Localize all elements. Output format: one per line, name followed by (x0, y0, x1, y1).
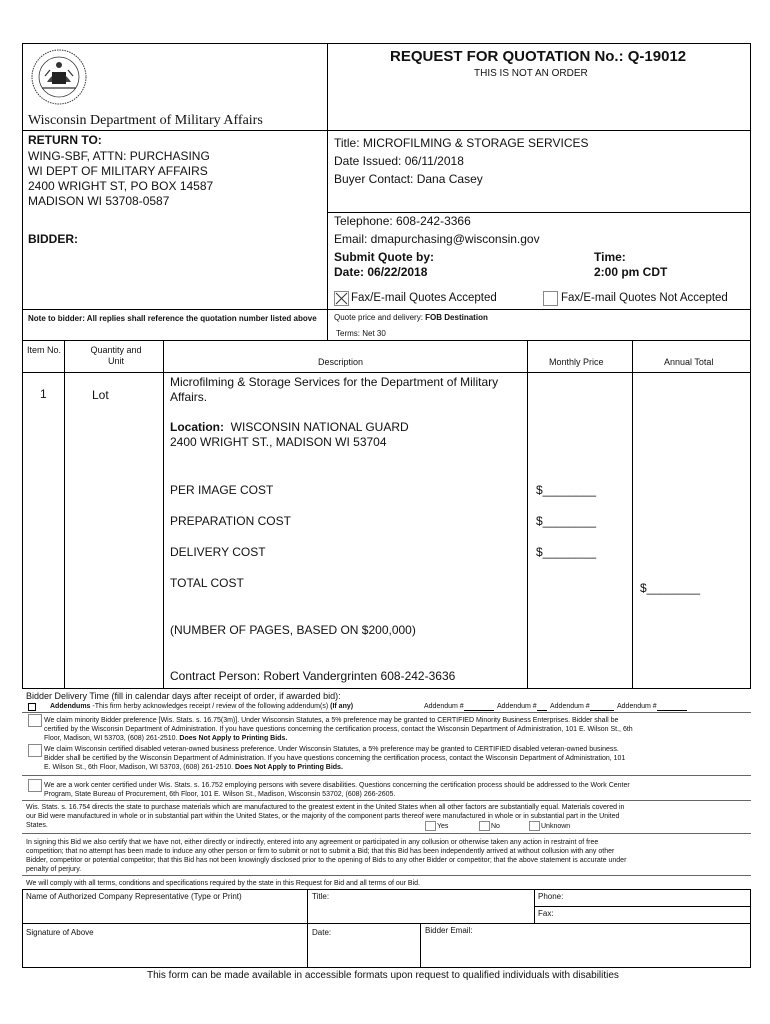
return-to-line: 2400 WRIGHT ST, PO BOX 14587 (28, 179, 214, 193)
not-an-order: THIS IS NOT AN ORDER (474, 68, 588, 79)
return-to-line: MADISON WI 53708-0587 (28, 194, 170, 208)
page-title: REQUEST FOR QUOTATION No.: Q-19012 (390, 48, 687, 65)
signing-text: In signing this Bid we also certify that we have not, either directly or indirectly, entered into any agreement or participated in any collusion or otherwise taken any action in restraint of free (26, 839, 599, 846)
bidder-label: BIDDER: (28, 232, 78, 246)
veteran-text: We claim Wisconsin certified disabled veteran-owned business preference. Under Wisconsin Statutes, a 5% preference may be granted to CERTIFIED disabled veteran-owned business. (44, 746, 619, 753)
contract-person: Contract Person: Robert Vandergrinten 608-242-3636 (170, 669, 456, 683)
addendum-field[interactable]: Addendum # (424, 703, 464, 710)
date-issued: Date Issued: 06/11/2018 (334, 154, 464, 168)
location-value: WISCONSIN NATIONAL GUARD (230, 420, 409, 434)
veteran-note: Does Not Apply to Printing Bids. (235, 764, 343, 771)
stats-text: our Bid were manufactured in whole or in substantial part within the United States, or the majority of the component parts thereof were manufactured in whole or in substantial part in the United (26, 813, 620, 820)
return-to-label: RETURN TO: (28, 133, 102, 147)
time-value: 2:00 pm CDT (594, 265, 668, 279)
unknown-label: Unknown (541, 823, 571, 830)
veteran-text (44, 763, 343, 772)
location-label: Location: (170, 420, 224, 434)
desc-line: Microfilming & Storage Services for the Department of Military (170, 375, 499, 389)
addendum-field[interactable]: Addendum # (550, 703, 590, 710)
signing-text: Bidder, competitor or potential competitor; that this Bid has not been knowingly disclosed prior to the opening of Bids to any other Bidder or competitor; that the above statement is accurate under (26, 857, 627, 864)
minority-text (44, 734, 287, 743)
yes-label: Yes (437, 823, 449, 830)
veteran-preference-checkbox[interactable] (28, 744, 42, 757)
fax-accepted-label: Fax/E-mail Quotes Accepted (351, 292, 497, 304)
work-center-text: Program, State Bureau of Procurement, 6th Floor, 101 E. Wilson St., Madison, Wisconsin 53702, (608) 266-2605. (44, 791, 396, 798)
signature-field[interactable]: Signature of Above (26, 928, 94, 937)
header-monthly-price: Monthly Price (549, 357, 604, 367)
fob-destination: FOB Destination (425, 313, 488, 322)
preparation-cost-field[interactable]: $________ (536, 514, 597, 528)
work-center-text: We are a work center certified under Wis. Stats. s. 16.752 employing persons with severe disabilities. Questions concerning the certification process should be addressed to the Work Center (44, 782, 630, 789)
fax-accepted-checkbox[interactable] (334, 291, 349, 306)
location (170, 420, 409, 435)
addendums-label: Addendums (50, 703, 91, 710)
fax-field[interactable]: Fax: (538, 909, 554, 918)
wisconsin-state-seal-icon (30, 48, 88, 106)
addendums-checkbox[interactable] (28, 703, 36, 711)
cost-row-label: PREPARATION COST (170, 514, 291, 528)
email: Email: dmapurchasing@wisconsin.gov (334, 232, 540, 246)
signing-text: penalty of perjury. (26, 866, 82, 873)
title-field[interactable]: Title: (312, 892, 330, 901)
cost-row-label: TOTAL COST (170, 576, 244, 590)
submit-date: Date: 06/22/2018 (334, 265, 428, 279)
header-description: Description (318, 357, 364, 367)
time-label: Time: (594, 250, 626, 264)
header-item-no: Item No. (26, 345, 61, 355)
addendums-row (50, 702, 353, 711)
per-image-cost-field[interactable]: $________ (536, 483, 597, 497)
veteran-text-line: E. Wilson St., 6th Floor, Madison, WI 53703, (608) 261-2510. (44, 764, 236, 771)
return-to-line: WING-SBF, ATTN: PURCHASING (28, 149, 210, 163)
note-to-bidder: Note to bidder: All replies shall reference the quotation number listed above (28, 314, 317, 323)
checkmark-x-icon (335, 292, 348, 305)
location-address: 2400 WRIGHT ST., MADISON WI 53704 (170, 435, 387, 449)
pages-note: (NUMBER OF PAGES, BASED ON $200,000) (170, 623, 416, 637)
accessibility-note: This form can be made available in accessible formats upon request to qualified individuals with disabilities (147, 970, 619, 981)
work-center-checkbox[interactable] (28, 779, 42, 792)
return-to-line: WI DEPT OF MILITARY AFFAIRS (28, 164, 208, 178)
signing-text: competition; that no attempt has been made to induce any other person or firm to submit or not to submit a Bid; that this Bid has been independently arrived at without collusion with any other (26, 848, 615, 855)
unknown-checkbox[interactable] (529, 821, 540, 831)
no-checkbox[interactable] (479, 821, 490, 831)
telephone: Telephone: 608-242-3366 (334, 214, 471, 228)
terms: Terms: Net 30 (336, 329, 386, 338)
fax-not-accepted-checkbox[interactable] (543, 291, 558, 306)
addendum-field[interactable]: Addendum # (497, 703, 537, 710)
addendums-text: -This firm herby acknowledges receipt / review of the following addendum(s) (90, 703, 331, 710)
stats-text: States. (26, 822, 48, 829)
item-quantity: Lot (92, 388, 109, 402)
buyer-contact: Buyer Contact: Dana Casey (334, 172, 483, 186)
minority-note: Does Not Apply to Printing Bids. (179, 735, 288, 742)
stats-text: Wis. Stats. s. 16.754 directs the state to purchase materials which are manufactured to the greatest extent in the United States when all other factors are substantially equal. Materials covered in (26, 804, 625, 811)
bidder-delivery-time: Bidder Delivery Time (fill in calendar days after receipt of order, if awarded bid): (26, 691, 341, 701)
rfq-title: Title: MICROFILMING & STORAGE SERVICES (334, 136, 589, 150)
minority-preference-checkbox[interactable] (28, 714, 42, 727)
minority-text: certified by the Wisconsin Department of Administration. If you have questions concerning the certification process, contact the Wisconsin Department of Administration, 101 E. Wilson St., 6th (44, 726, 633, 733)
submit-quote-label: Submit Quote by: (334, 250, 434, 264)
quote-price-delivery (334, 313, 488, 323)
yes-checkbox[interactable] (425, 821, 436, 831)
cost-row-label: DELIVERY COST (170, 545, 266, 559)
phone-field[interactable]: Phone: (538, 892, 564, 901)
cost-row-label: PER IMAGE COST (170, 483, 274, 497)
item-number: 1 (40, 387, 47, 401)
veteran-text: Bidder shall be certified by the Wisconsin Department of Administration. If you have questions concerning the certification process, contact the Wisconsin Department of Administration, 101 (44, 755, 626, 762)
addendum-field[interactable]: Addendum # (617, 703, 657, 710)
desc-line: Affairs. (170, 390, 208, 404)
name-field[interactable]: Name of Authorized Company Representative (Type or Print) (26, 892, 242, 901)
minority-text: We claim minority Bidder preference [Wis. Stats. s. 16.75(3m)]. Under Wisconsin Statutes, a 5% preference may be granted to CERTIFIED Minority Business Enterprises. Bidder shall be (44, 717, 619, 724)
delivery-cost-field[interactable]: $________ (536, 545, 597, 559)
date-field[interactable]: Date: (312, 928, 332, 937)
header-quantity: Quantity and Unit (90, 345, 142, 366)
bidder-email-field[interactable]: Bidder Email: (425, 926, 473, 935)
if-any: (If any) (330, 703, 354, 710)
fax-not-accepted-label: Fax/E-mail Quotes Not Accepted (561, 292, 728, 304)
minority-text-line: Floor, Madison, WI 53703, (608) 261-2510. (44, 735, 180, 742)
quote-price-prefix: Quote price and delivery: (334, 313, 426, 322)
total-cost-field[interactable]: $________ (640, 581, 701, 595)
no-label: No (491, 823, 500, 830)
comply-text: We will comply with all terms, conditions and specifications required by the state in this Request for Bid and all terms of our Bid. (26, 880, 420, 887)
header-annual-total: Annual Total (664, 357, 714, 367)
agency-name: Wisconsin Department of Military Affairs (28, 113, 263, 128)
